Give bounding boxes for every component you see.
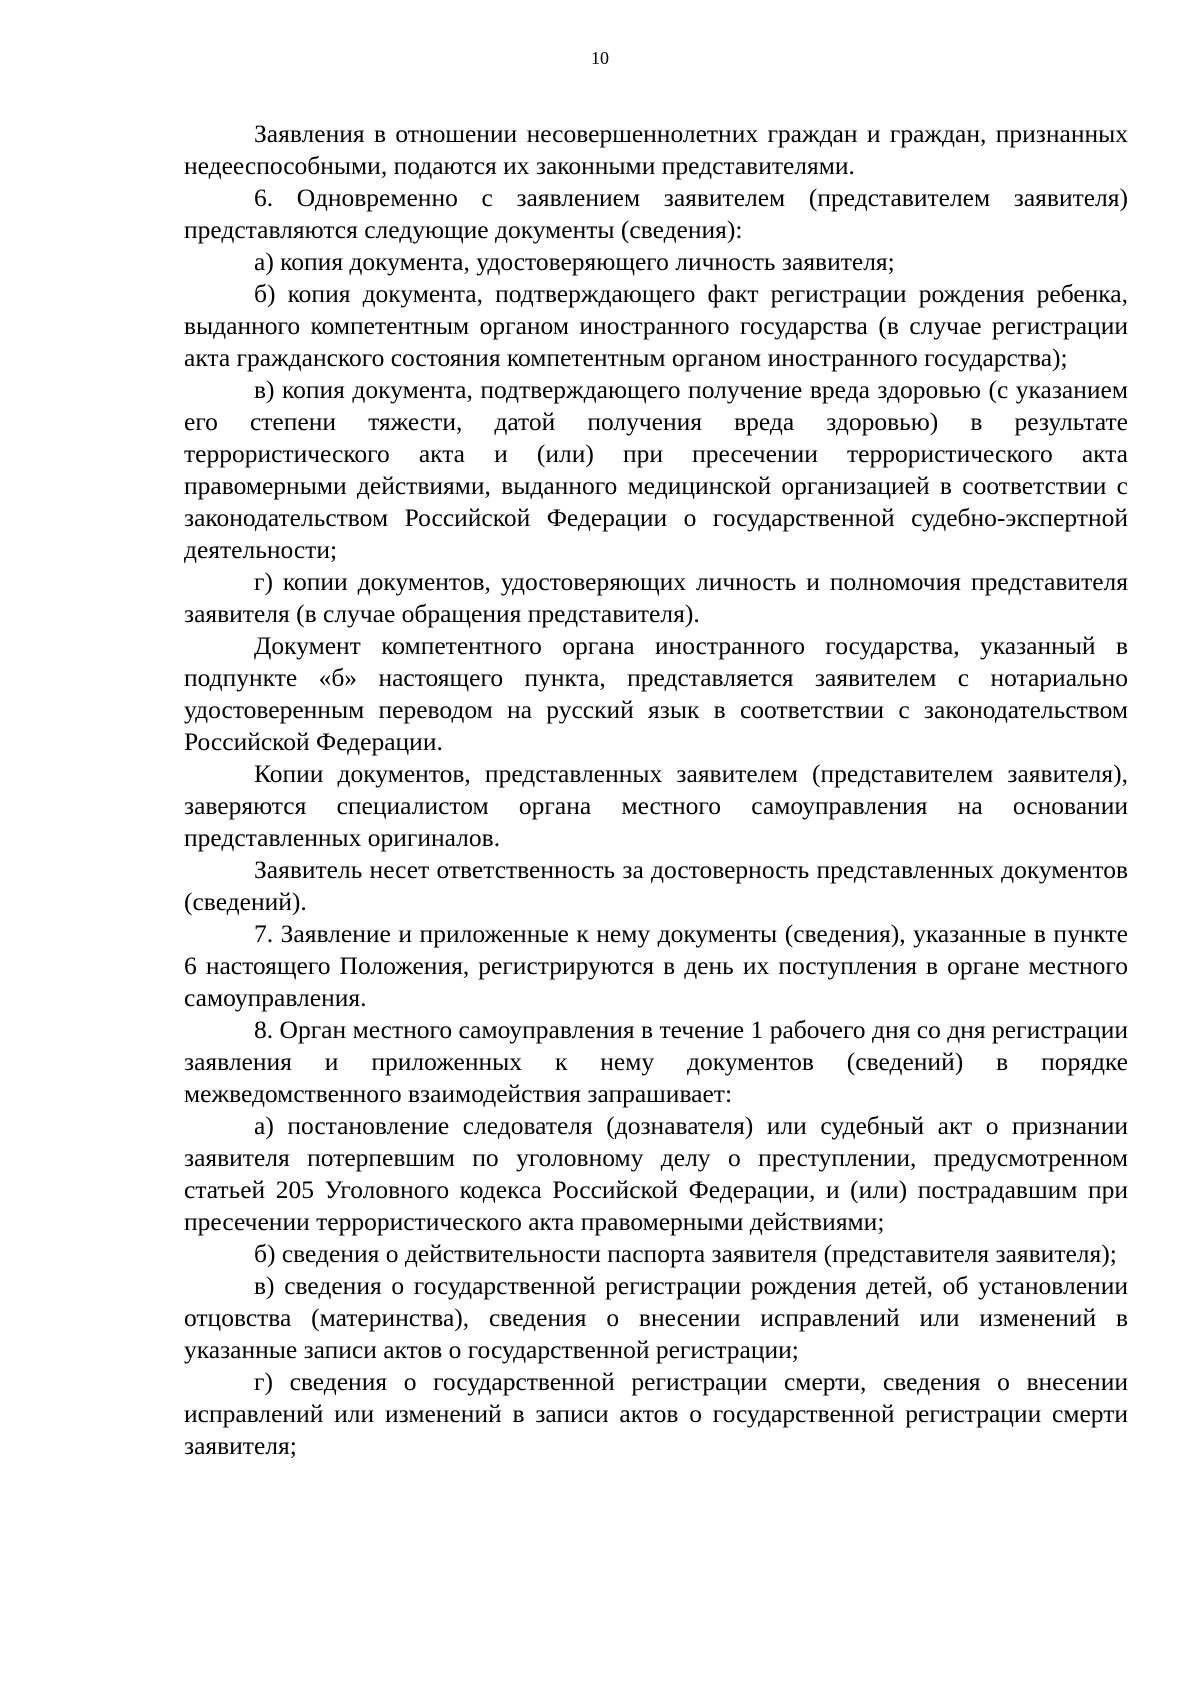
page-number: 10 [591,48,609,68]
paragraph-copies-certification: Копии документов, представленных заявителем (представителем заявителя), заверяются специалистом органа местного самоуправления на основании представленных оригиналов. [184,759,1128,852]
document-body [184,118,1128,1462]
paragraph-6g: г) копии документов, удостоверяющих личность и полномочия представителя заявителя (в случае обращения представителя). [184,567,1128,628]
paragraph-item-6: 6. Одновременно с заявлением заявителем (представителем заявителя) представляются следующие документы (сведения): [184,183,1128,244]
paragraph-8g: г) сведения о государственной регистрации смерти, сведения о внесении исправлений или изменений в записи актов о государственной регистрации смерти заявителя; [184,1367,1128,1460]
paragraph-item-8: 8. Орган местного самоуправления в течение 1 рабочего дня со дня регистрации заявления и приложенных к нему документов (сведений) в порядке межведомственного взаимодействия запрашивает: [184,1015,1128,1108]
paragraph-6a: а) копия документа, удостоверяющего личность заявителя; [254,247,895,276]
paragraph-8v: в) сведения о государственной регистрации рождения детей, об установлении отцовства (материнства), сведения о внесении исправлений или изменений в указанные записи актов о государственной регистрации; [184,1271,1128,1364]
paragraph-6v: в) копия документа, подтверждающего получение вреда здоровью (с указанием его степени тяжести, датой получения вреда здоровью) в результате террористического акта и (или) при пресечении террористического акта правомерными действиями, выданного медицинской организацией в соответствии с законодательством Российской Федерации о государственной судебно-экспертной деятельности; [184,375,1128,564]
paragraph-responsibility: Заявитель несет ответственность за достоверность представленных документов (сведений). [184,855,1128,916]
paragraph-item-7: 7. Заявление и приложенные к нему документы (сведения), указанные в пункте 6 настоящего Положения, регистрируются в день их поступления в органе местного самоуправления. [184,919,1128,1012]
paragraph-8b: б) сведения о действительности паспорта заявителя (представителя заявителя); [254,1239,1117,1268]
paragraph-guardians: Заявления в отношении несовершеннолетних граждан и граждан, признанных недееспособными, подаются их законными представителями. [184,119,1128,180]
paragraph-8a: а) постановление следователя (дознавателя) или судебный акт о признании заявителя потерпевшим по уголовному делу о преступлении, предусмотренном статьей 205 Уголовного кодекса Российской Федерации, и (или) пострадавшим при пресечении террористического акта правомерными действиями; [184,1111,1128,1236]
paragraph-6b: б) копия документа, подтверждающего факт регистрации рождения ребенка, выданного компетентным органом иностранного государства (в случае регистрации акта гражданского состояния компетентным органом иностранного государства); [184,279,1128,372]
paragraph-foreign-document: Документ компетентного органа иностранного государства, указанный в подпункте «б» настоящего пункта, представляется заявителем с нотариально удостоверенным переводом на русский язык в соответствии с законодательством Российской Федерации. [184,631,1128,756]
